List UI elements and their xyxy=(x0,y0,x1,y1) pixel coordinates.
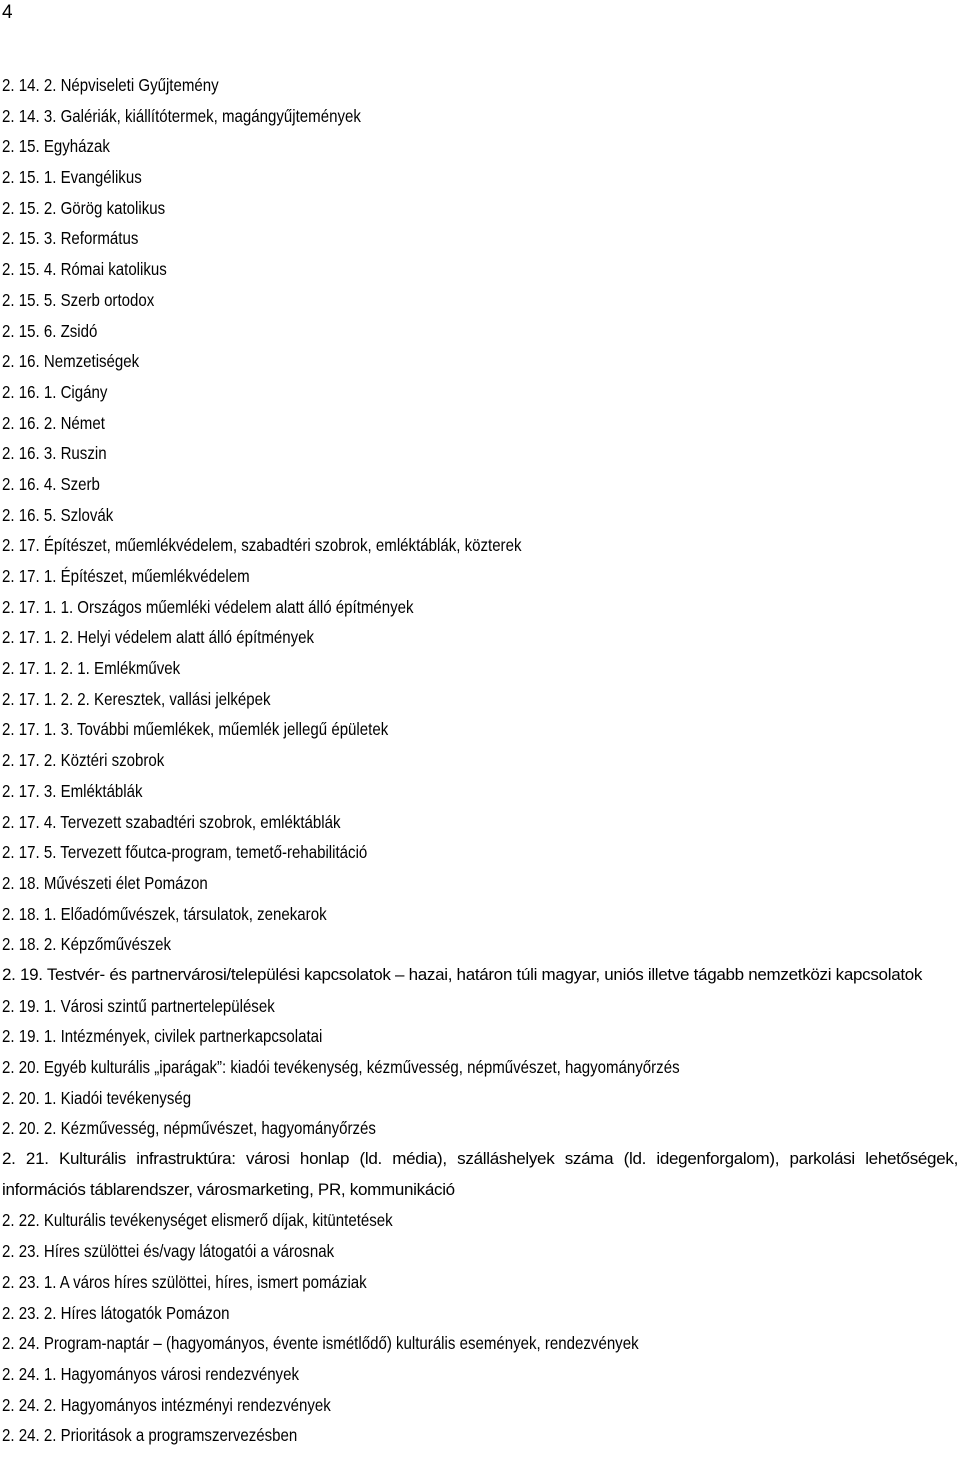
toc-entry: 2. 17. 2. Köztéri szobrok xyxy=(2,750,165,771)
toc-entry: 2. 24. Program-naptár – (hagyományos, évente ismétlődő) kulturális események, rendezvények xyxy=(2,1333,639,1354)
toc-entry: 2. 17. 1. Építészet, műemlékvédelem xyxy=(2,566,250,586)
toc-entry: 2. 16. 2. Német xyxy=(2,412,105,433)
toc-entry: 2. 24. 2. Hagyományos intézményi rendezvények xyxy=(2,1394,331,1415)
toc-entry: 2. 18. 1. Előadóművészek, társulatok, zenekarok xyxy=(2,903,327,924)
toc-entry: 2. 16. Nemzetiségek xyxy=(2,351,140,372)
toc-entry: 2. 23. 2. Híres látogatók Pomázon xyxy=(2,1302,230,1323)
toc-entry: 2. 24. 1. Hagyományos városi rendezvények xyxy=(2,1363,299,1384)
toc-entry: 2. 14. 2. Népviseleti Gyűjtemény xyxy=(2,75,219,95)
toc-entry: 2. 16. 5. Szlovák xyxy=(2,504,114,525)
toc-entry: 2. 17. 1. 1. Országos műemléki védelem alatt álló építmények xyxy=(2,596,414,617)
toc-entry: 2. 19. 1. Intézmények, civilek partnerkapcsolatai xyxy=(2,1026,323,1047)
toc-entry: 2. 21. Kulturális infrastruktúra: városi honlap (ld. média), szálláshelyek száma (ld. idegenforgalom), parkolási lehetőségek, információs táblarendszer, városmarketing, PR, kommunikáció xyxy=(2,1149,958,1199)
toc-entry: 2. 15. 1. Evangélikus xyxy=(2,167,142,188)
toc-entry: 2. 22. Kulturális tevékenységet elismerő díjak, kitüntetések xyxy=(2,1210,393,1231)
toc-entry: 2. 15. 4. Római katolikus xyxy=(2,259,167,280)
toc-entry: 2. 17. 5. Tervezett főutca-program, temető-rehabilitáció xyxy=(2,842,368,863)
page-number: 4 xyxy=(2,2,13,23)
table-of-contents xyxy=(2,70,958,1451)
toc-entry: 2. 16. 1. Cigány xyxy=(2,381,108,402)
toc-entry: 2. 17. Építészet, műemlékvédelem, szabadtéri szobrok, emléktáblák, közterek xyxy=(2,535,522,556)
toc-entry: 2. 14. 3. Galériák, kiállítótermek, magángyűjtemények xyxy=(2,105,361,126)
toc-entry: 2. 23. 1. A város híres szülöttei, híres, ismert pomáziak xyxy=(2,1271,367,1292)
toc-entry: 2. 18. 2. Képzőművészek xyxy=(2,934,171,955)
toc-entry: 2. 20. 1. Kiadói tevékenység xyxy=(2,1087,192,1108)
toc-entry: 2. 15. 2. Görög katolikus xyxy=(2,197,166,218)
toc-entry: 2. 17. 1. 2. 2. Keresztek, vallási jelképek xyxy=(2,688,271,709)
toc-entry: 2. 20. 2. Kézművesség, népművészet, hagyományőrzés xyxy=(2,1118,376,1139)
toc-entry: 2. 20. Egyéb kulturális „iparágak”: kiadói tevékenység, kézművesség, népművészet, hagyományőrzés xyxy=(2,1057,680,1078)
toc-entry: 2. 15. 5. Szerb ortodox xyxy=(2,289,155,310)
toc-entry: 2. 16. 4. Szerb xyxy=(2,473,100,494)
toc-entry: 2. 15. 3. Református xyxy=(2,228,139,249)
toc-entry: 2. 17. 4. Tervezett szabadtéri szobrok, emléktáblák xyxy=(2,811,341,832)
toc-entry: 2. 17. 1. 2. 1. Emlékművek xyxy=(2,658,181,679)
toc-entry: 2. 19. 1. Városi szintű partnertelepülések xyxy=(2,995,275,1016)
toc-entry: 2. 17. 3. Emléktáblák xyxy=(2,780,143,801)
toc-entry: 2. 17. 1. 3. További műemlékek, műemlék jellegű épületek xyxy=(2,719,389,740)
toc-entry: 2. 15. 6. Zsidó xyxy=(2,320,98,341)
toc-entry: 2. 23. Híres szülöttei és/vagy látogatói a városnak xyxy=(2,1241,335,1262)
toc-entry: 2. 17. 1. 2. Helyi védelem alatt álló építmények xyxy=(2,627,315,648)
toc-entry: 2. 16. 3. Ruszin xyxy=(2,443,107,464)
toc-entry: 2. 19. Testvér- és partnervárosi/települési kapcsolatok – hazai, határon túli magyar, uniós illetve tágabb nemzetközi kapcsolatok xyxy=(2,964,923,984)
toc-entry: 2. 15. Egyházak xyxy=(2,136,110,157)
toc-entry: 2. 24. 2. Prioritások a programszervezésben xyxy=(2,1425,298,1446)
toc-entry: 2. 18. Művészeti élet Pomázon xyxy=(2,872,208,893)
